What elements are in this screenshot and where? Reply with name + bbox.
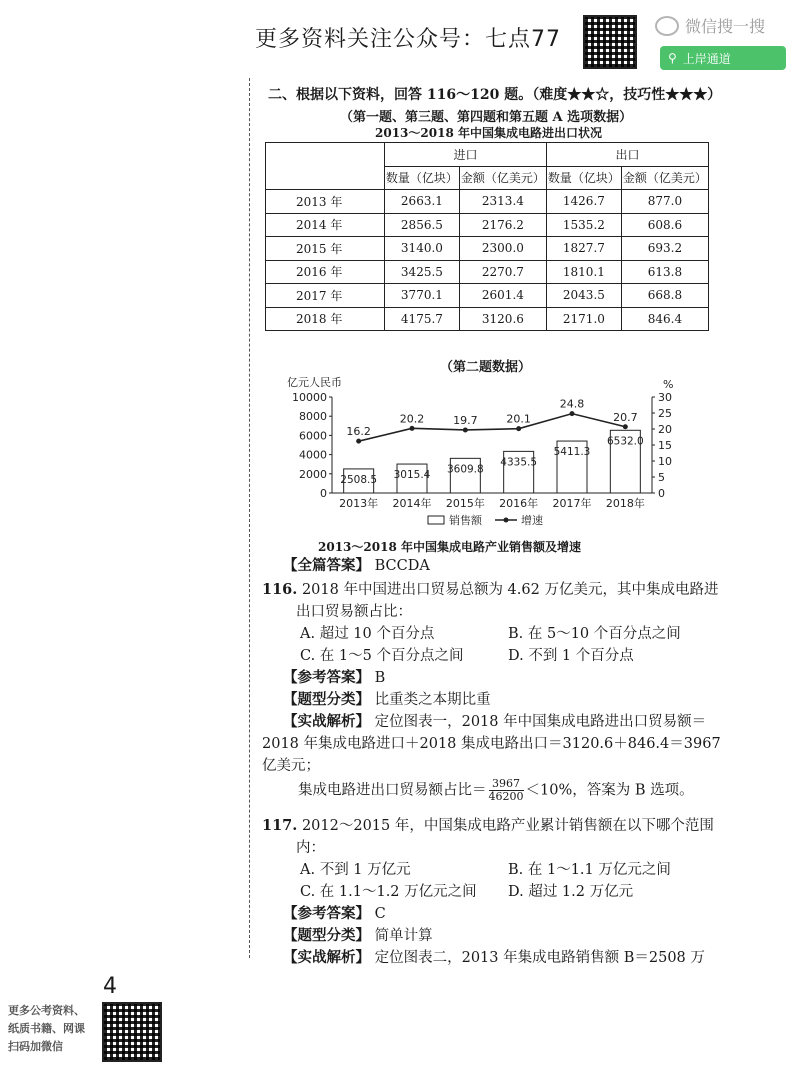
y-tick-label: 4000: [299, 448, 327, 462]
y-tick-label: 0: [320, 487, 327, 500]
table-cell: 1426.7: [546, 190, 621, 214]
qr-code-icon: [583, 15, 637, 69]
table-cell: 613.8: [621, 260, 708, 284]
growth-value-label: 20.1: [506, 412, 531, 426]
y-right-tick-label: 15: [658, 439, 672, 452]
table-corner-cell: [266, 143, 385, 190]
q116-analysis-line3: 亿美元；: [262, 758, 320, 774]
growth-value-label: 24.8: [559, 397, 585, 411]
q117-analysis-text1: 定位图表二，2013 年集成电路销售额 B＝2508 万: [374, 950, 705, 966]
q117-stem-text1: 2012～2015 年，中国集成电路产业累计销售额在以下哪个范围: [301, 818, 714, 834]
legend-line-marker: [504, 518, 509, 523]
footer-line2: 纸质书籍、网课: [8, 1022, 85, 1035]
y-right-tick-label: 20: [658, 423, 672, 436]
group-header-export: 出口: [546, 143, 708, 167]
table-cell: 2663.1: [385, 190, 460, 214]
table-cell: 2300.0: [459, 237, 546, 261]
x-tick-label: 2017年: [552, 497, 592, 510]
q116-analysis-line4: [298, 778, 694, 803]
q116-stem-text1: 2018 年中国进出口贸易总额为 4.62 万亿美元，其中集成电路进: [301, 582, 719, 598]
chart-caption-top: （第二题数据）: [440, 360, 532, 375]
q117-ref-label: 【参考答案】: [283, 905, 370, 922]
growth-value-label: 16.2: [346, 425, 371, 439]
q117-analysis-line1: [283, 946, 705, 967]
wechat-icon: [655, 16, 679, 36]
table-cell: 3140.0: [385, 237, 460, 261]
bar-value-label: 4335.5: [500, 456, 538, 469]
x-tick-label: 2018年: [605, 497, 645, 510]
x-tick-label: 2015年: [445, 497, 485, 510]
growth-value-label: 20.7: [613, 410, 638, 424]
y-right-tick-label: 30: [658, 391, 672, 404]
table-row: [266, 307, 709, 331]
table-row: [266, 237, 709, 261]
table-cell: 693.2: [621, 237, 708, 261]
q117-ref-answer: [283, 902, 386, 923]
table-row: [266, 213, 709, 237]
q117-option-d: D. 超过 1.2 万亿元: [508, 884, 634, 900]
q116-ref-label: 【参考答案】: [283, 669, 370, 686]
page-header-title: 更多资料关注公众号：七点77: [255, 27, 561, 52]
growth-value-label: 19.7: [453, 413, 478, 427]
col-header: 金额（亿美元）: [621, 166, 708, 190]
q116-stem-line2: 出口贸易额占比：: [296, 604, 412, 620]
table-cell: 3770.1: [385, 284, 460, 308]
all-answers-line: [283, 554, 430, 575]
table-cell: 2856.5: [385, 213, 460, 237]
legend-line-label: 增速: [521, 514, 543, 527]
q116-stem-line1: [262, 578, 718, 599]
legend-bar-swatch: [428, 516, 444, 524]
x-tick-label: 2013年: [339, 497, 379, 510]
table-cell: 1827.7: [546, 237, 621, 261]
table-cell: 846.4: [621, 307, 708, 331]
bar-value-label: 3609.8: [446, 463, 484, 476]
col-header: 数量（亿块）: [546, 166, 621, 190]
row-year: 2014 年: [266, 213, 385, 237]
row-year: 2017 年: [266, 284, 385, 308]
table-row: [266, 284, 709, 308]
q116-formula-prefix: 集成电路进出口贸易额占比＝: [298, 782, 487, 799]
y-axis-label: 亿元人民币: [287, 376, 342, 389]
group-header-import: 进口: [385, 143, 547, 167]
fraction-denominator: 46200: [488, 790, 524, 803]
table-cell: 1810.1: [546, 260, 621, 284]
bar-value-label: 5411.3: [553, 446, 591, 459]
bar-value-label: 6532.0: [606, 435, 644, 448]
growth-point: [570, 411, 575, 416]
search-icon: ⚲: [668, 51, 677, 65]
y-right-tick-label: 0: [658, 487, 665, 500]
q116-formula-suffix: ＜10%，答案为 B 选项。: [525, 782, 694, 799]
q116-ref-answer: [283, 666, 385, 687]
q116-number: 116.: [262, 581, 298, 598]
y-axis-right-label: %: [663, 378, 674, 391]
all-answers-value: BCCDA: [374, 558, 430, 574]
growth-point: [410, 426, 415, 431]
row-year: 2018 年: [266, 307, 385, 331]
q117-number: 117.: [262, 817, 298, 834]
table-cell: 668.8: [621, 284, 708, 308]
table-cell: 3120.6: [459, 307, 546, 331]
q116-analysis-label: 【实战解析】: [283, 713, 370, 730]
q116-ref-value: B: [374, 670, 386, 686]
q117-stem-line2: 内：: [296, 840, 325, 856]
table-row: [266, 260, 709, 284]
bar-value-label: 3015.4: [393, 469, 431, 482]
q117-option-b: B. 在 1～1.1 万亿元之间: [508, 862, 671, 878]
footer-qr-code-icon: [102, 1002, 162, 1062]
y-tick-label: 6000: [299, 429, 327, 443]
table-cell: 2313.4: [459, 190, 546, 214]
col-header: 数量（亿块）: [385, 166, 460, 190]
table-row: [266, 190, 709, 214]
q117-option-c: C. 在 1.1～1.2 万亿元之间: [300, 884, 477, 900]
row-year: 2016 年: [266, 260, 385, 284]
table-cell: 608.6: [621, 213, 708, 237]
growth-value-label: 20.2: [399, 412, 425, 426]
growth-point: [516, 426, 521, 431]
table-cell: 4175.7: [385, 307, 460, 331]
y-tick-label: 8000: [299, 410, 327, 424]
q116-type: [283, 688, 491, 709]
x-tick-label: 2014年: [392, 497, 432, 510]
table-cell: 2601.4: [459, 284, 546, 308]
table-cell: 2043.5: [546, 284, 621, 308]
wechat-search-text: 微信搜一搜: [685, 17, 766, 36]
q116-option-a: A. 超过 10 个百分点: [300, 626, 435, 642]
table-cell: 1535.2: [546, 213, 621, 237]
wechat-search-label: [655, 14, 765, 37]
y-right-tick-label: 5: [658, 471, 665, 484]
search-pill-button[interactable]: [660, 46, 786, 70]
page-number: 4: [103, 974, 117, 999]
q116-type-label: 【题型分类】: [283, 691, 370, 708]
q117-option-a: A. 不到 1 万亿元: [300, 862, 411, 878]
section-heading: 二、根据以下资料，回答 116～120 题。（难度★★☆，技巧性★★★）: [268, 87, 722, 103]
legend-bar-label: 销售额: [449, 514, 482, 527]
binding-dashed-line: [249, 78, 250, 958]
footer-line3: 扫码加微信: [8, 1040, 63, 1053]
search-pill-label: 上岸通道: [682, 51, 731, 66]
q117-ref-value: C: [374, 906, 386, 922]
q116-fraction: [489, 778, 524, 803]
footer-promo: [8, 1002, 85, 1056]
table-cell: 877.0: [621, 190, 708, 214]
growth-point: [356, 439, 361, 444]
q116-analysis-text1: 定位图表一，2018 年中国集成电路进出口贸易额＝: [374, 714, 707, 730]
col-header: 金额（亿美元）: [459, 166, 546, 190]
section-subheading: （第一题、第三题、第四题和第五题 A 选项数据）: [340, 110, 633, 125]
q116-option-b: B. 在 5～10 个百分点之间: [508, 626, 681, 642]
chart-title: 2013～2018 年中国集成电路产业销售额及增速: [318, 540, 581, 554]
y-right-tick-label: 25: [658, 407, 672, 420]
table-cell: 2176.2: [459, 213, 546, 237]
x-tick-label: 2016年: [499, 497, 539, 510]
import-export-table: [265, 142, 709, 331]
q117-type: [283, 924, 433, 945]
q116-type-value: 比重类之本期比重: [374, 692, 491, 708]
row-year: 2015 年: [266, 237, 385, 261]
fraction-numerator: 3967: [489, 778, 524, 791]
q117-stem-line1: [262, 814, 714, 835]
y-tick-label: 10000: [292, 391, 327, 404]
q117-type-label: 【题型分类】: [283, 927, 370, 944]
q116-analysis-line1: [283, 710, 706, 731]
q116-option-d: D. 不到 1 个百分点: [508, 648, 634, 664]
table-title: 2013～2018 年中国集成电路进出口状况: [375, 126, 602, 140]
q116-analysis-line2: 2018 年集成电路进口＋2018 集成电路出口＝3120.6＋846.4＝3967: [262, 736, 721, 752]
q117-type-value: 简单计算: [374, 928, 433, 944]
q117-analysis-label: 【实战解析】: [283, 949, 370, 966]
table-cell: 2171.0: [546, 307, 621, 331]
table-cell: 3425.5: [385, 260, 460, 284]
y-right-tick-label: 10: [658, 455, 672, 468]
all-answers-label: 【全篇答案】: [283, 557, 370, 574]
sales-growth-chart: [285, 372, 685, 532]
footer-line1: 更多公考资料、: [8, 1004, 85, 1017]
table-cell: 2270.7: [459, 260, 546, 284]
growth-line: [359, 414, 626, 442]
bar-value-label: 2508.5: [340, 473, 378, 486]
q116-option-c: C. 在 1～5 个百分点之间: [300, 648, 464, 664]
growth-point: [463, 427, 468, 432]
row-year: 2013 年: [266, 190, 385, 214]
y-tick-label: 2000: [299, 467, 327, 481]
growth-point: [623, 424, 628, 429]
